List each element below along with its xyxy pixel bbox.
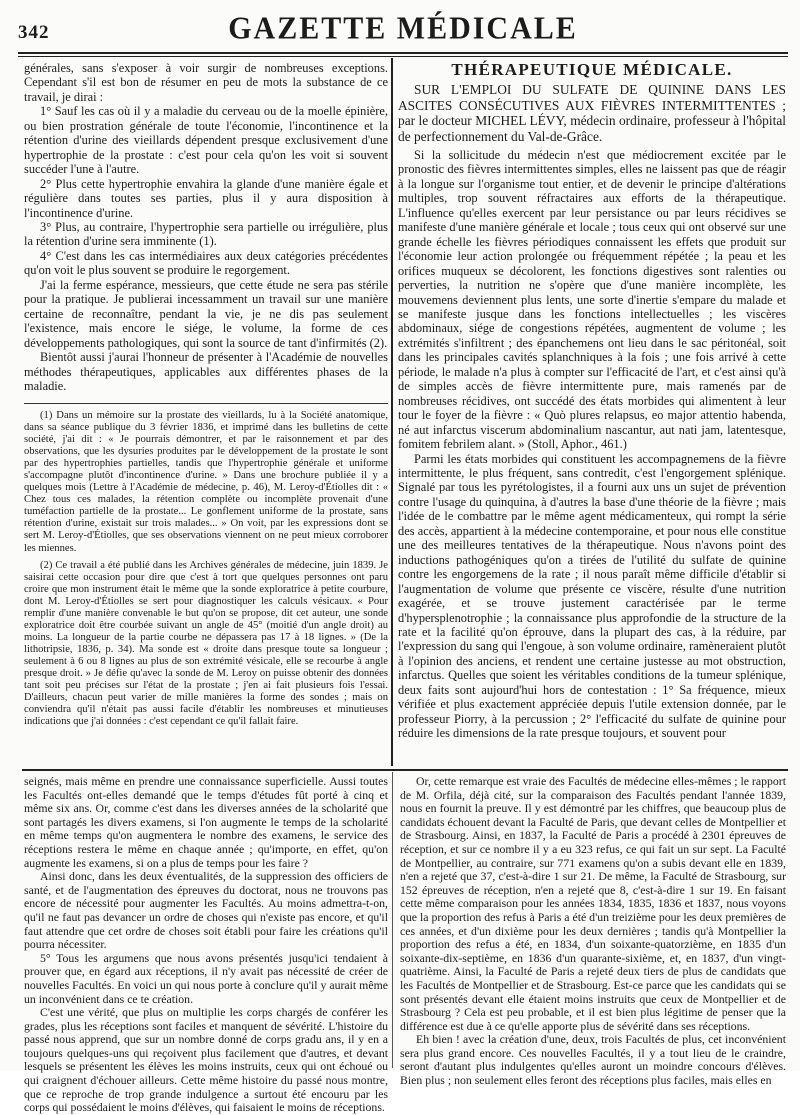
footnote-rule xyxy=(24,403,388,404)
footnote: (1) Dans un mémoire sur la prostate des vieillards, lu à la Société anatomique, dans sa séance publique du 3 février 1836, et imprimé dans les bulletins de cette société, j'ai dit : « Je pourrais démontrer, et par le raisonnement et par des observations, que les dysuries produites par le développement de la prostate le sont par des hypertrophies partielles, tandis que l'hypertrophie générale et uniforme s'accompagne plutôt d'incontinence d'urine. » Dans une brochure publiée il y a quelques mois (Lettre à l'Académie de médecine, p. 46), M. Leroy-d'Étiolles dit : « Chez tous ces malades, la rétention complète ou incomplète provenait d'une tuméfaction partielle de la prostate... Le gonflement uniforme de la prostate, sans rétention d'urine, existait sur trois malades... » On voit, par les expressions dont se sert M. Leroy-d'Étiolles, que ses observations viennent on ne peut mieux corroborer les miennes. xyxy=(24,410,388,554)
bottom-right-paragraph: Eh bien ! avec la création d'une, deux, trois Facultés de plus, cet inconvénient sera plus grand encore. Ces nouvelles Facultés, il y a tout lieu de le craindre, seront d'autant plus indulgentes qu'elles auront un moindre concours d'élèves. Bien plus ; non seulement elles feront des réceptions plus faciles, mais elles en xyxy=(400,1032,786,1088)
page-header xyxy=(18,8,788,48)
bottom-column-divider xyxy=(392,772,393,1068)
left-paragraph: 4° C'est dans les cas intermédiaires aux deux catégories précédentes qu'on voit le plus souvent se produire le regorgement. xyxy=(24,248,388,278)
left-paragraph: 1° Sauf les cas où il y a maladie du cerveau ou de la moelle épinière, ou bien prostration générale de toute l'économie, l'incontinence et la rétention d'urine des vieillards dépendent presque exclusivement d'une hypertrophie de la prostate : c'est pour cela qu'on les voit si souvent succéder l'une à l'autre. xyxy=(24,104,388,177)
footnotes xyxy=(24,410,388,762)
left-paragraph: Bientôt aussi j'aurai l'honneur de présenter à l'Académie de nouvelles méthodes thérapeutiques, applicables aux différentes phases de la maladie. xyxy=(24,350,388,393)
right-column xyxy=(398,60,786,764)
right-paragraph: Si la sollicitude du médecin n'est que médiocrement excitée par le pronostic des fièvres intermittentes simples, elles ne laissent pas que de réagir à la longue sur l'organisme tout entier, et de devenir le principe d'altérations multiples, trop souvent réfractaires aux efforts de la thérapeutique. L'influence qu'elles exercent par leur persistance ou par leurs récidives se manifeste d'une manière générale et locale ; tous ceux qui ont observé sur une grande échelle les fièvres périodiques connaissent les effets que produit sur l'économie leur action prolongée ou fréquemment répétée ; la peau et les orifices muqueux se décolorent, les fonctions digestives sont ralenties ou perverties, la nutrition ne s'opère que d'une manière incomplète, les mouvemens deviennent plus lents, une sorte d'inertie s'empare du malade et se manifeste jusque dans les fonctions intellectuelles ; les viscères abdominaux, siége de congestions répétées, augmentent de volume ; les extrémités s'infiltrent ; des épanchemens ont lieu dans le sac péritonéal, soit dans les principales cavités splanchniques à la fois ; une fois arrivé à cette période, le malade n'a plus à compter sur l'efficacité de l'art, et c'est ainsi qu'à de simples accès de fièvre intermittente pure, mais ramenés par de nombreuses récidives, ont succédé des états morbides qui alimentent à leur tour le foyer de la fièvre : « Quò plures relapsus, eo major attentio habenda, né aut infarctus viscerum abdominalium nascantur, aut nati jam, latentesque, fomitem febrilem alant. » (Stoll, Aphor., 461.) xyxy=(398,148,786,452)
bottom-left-paragraph: seignés, mais même en prendre une connaissance superficielle. Aussi toutes les Facultés ont-elles demandé que le temps d'études fût porté à cinq et même six ans. Or, comme c'est dans les diverses années de la scholarité que sont partagés les divers examens, si l'on augmente le temps de la scholarité en même temps qu'on augmentera le nombre des examens, le service des réceptions restera le même en chaque année ; qu'importe, en effet, qu'on augmente les examens, si on a plus de temps pour les faire ? xyxy=(24,774,388,870)
section-title: THÉRAPEUTIQUE MÉDICALE. xyxy=(451,60,733,79)
article-title: SUR L'EMPLOI DU SULFATE DE QUININE DANS LES ASCITES CONSÉCUTIVES AUX FIÈVRES INTERMITTENTES ; par le docteur MICHEL LÉVY, médecin ordinaire, professeur à l'hôpital de perfectionnement du Val-de-Grâce. xyxy=(398,82,786,144)
left-paragraph: 2° Plus cette hypertrophie envahira la glande d'une manière égale et régulière dans toutes ses parties, plus il y aura disposition à l'incontinence d'urine. xyxy=(24,176,388,220)
bottom-right-paragraph: Or, cette remarque est vraie des Facultés de médecine elles-mêmes ; le rapport de M. Orfila, déjà cité, sur la comparaison des Facultés pendant l'année 1839, nous en fournit la preuve. Il y est démontré par les chiffres, que beaucoup plus de candidats échouent devant la Faculté de Paris, que devant celles de Montpellier et de Strasbourg. Ainsi, en 1837, la Faculté de Paris a procédé à 2301 épreuves de réception, et sur ce nombre il y a eu 323 refus, ce qui fait un sur sept. La Faculté de Montpellier, au contraire, sur 771 examens qu'on a subis devant elle en 1839, n'en a rejeté que 37, c'est-à-dire 1 sur 21. De même, la Faculté de Strasbourg, sur 152 épreuves de réception, n'en a rejeté que 8, c'est-à-dire 1 sur 19. En faisant cette même comparaison pour les années 1834, 1835, 1836 et 1837, nous voyons que la proportion des refus à Paris a été d'un treizième pour les deux premières de ces années, et d'un dixième pour les deux dernières ; tandis qu'à Montpellier la proportion des refus a été, en 1834, d'un soixante-quatorzième, en 1835 d'un soixante-dix-septième, en 1836 d'un quarante-sixième, et, en 1837, d'un vingt-quatrième. Ainsi, la Faculté de Paris a rejeté deux tiers de plus de candidats que les Facultés de Montpellier et de Strasbourg. Est-ce parce que les candidats qui se sont présentés devant elle étaient moins instruits que ceux de Montpellier et de Strasbourg ? Cela est peu probable, et il est bien plus légitime de penser que la différence est due à ce qu'elle apporte plus de sévérité dans ses réceptions. xyxy=(400,774,786,1033)
left-paragraph: J'ai la ferme espérance, messieurs, que cette étude ne sera pas stérile pour la pratique. Je publierai incessamment un travail sur une manière certaine de reconnaître, pendant la vie, je ne dis pas seulement l'existence, mais encore le siége, le volume, la forme de ces développements pathologiques, qui sont la source de tant d'infirmités (2). xyxy=(24,277,388,350)
bottom-right-column xyxy=(400,774,786,1088)
header-rule xyxy=(18,52,788,57)
publication-title: GAZETTE MÉDICALE xyxy=(228,11,578,46)
right-paragraph: Parmi les états morbides qui constituent les accompagnemens de la fièvre intermittente, le plus fréquent, sans contredit, c'est l'engorgement splénique. Signalé par tous les pyrétologistes, il a fourni aux uns un sujet de prévention contre l'usage du quinquina, à d'autres la base d'une théorie de la fièvre ; mais l'idée de le combattre par le même agent médicamenteux, qui rompt la série des accès, appartient à la médecine contemporaine, et pour nous elle constitue une des meilleures tentatives de la thérapeutique. Nous n'avons point des inductions pathogéniques qu'on a tirées de l'utilité du sulfate de quinine contre les engorgemens de la rate ; il nous paraît même difficile d'établir si l'augmentation de volume que présente ce viscère, résulte d'une nutrition exagérée, et se trouve justement caractérisée par le terme d'hypersplenotrophie ; la connaissance plus approfondie de la structure de la rate et la facilité qu'on éprouve, dans la plupart des cas, à la réduire, par l'expression du sang qui l'engoue, à son volume ordinaire, ramèneraient plutôt à l'opinion des anciens, et rendent une certaine justesse au mot obstruction, infarctus. Quelles que soient les véritables conditions de la tumeur splénique, deux faits sont aujourd'hui hors de contestation : 1° Sa fréquence, mieux vérifiée et plus exactement appréciée depuis l'utile extension donnée, par le professeur Piorry, à la percussion ; 2° l'efficacité du sulfate de quinine pour réduire les dimensions de la rate presque toujours, et souvent pour xyxy=(398,451,786,741)
left-paragraph: générales, sans s'exposer à voir surgir de nombreuses exceptions. Cependant s'il est bon de résumer en peu de mots la substance de ce travail, je dirai : xyxy=(24,61,388,104)
bottom-left-paragraph: Ainsi donc, dans les deux éventualités, de la suppression des officiers de santé, et de l'augmentation des épreuves du doctorat, nous ne trouvons pas encore de nécessité pour augmenter les Facultés. Au moins admettra-t-on, qu'il ne faut pas devancer un ordre de choses qui n'existe pas encore, et qu'il faut attendre que cet ordre de choses soit établi pour faire les créations qu'il pourra nécessiter. xyxy=(24,869,388,952)
section-rule xyxy=(22,769,788,771)
page-number: 342 xyxy=(18,22,50,43)
column-divider xyxy=(391,58,393,766)
bottom-left-paragraph: 5° Tous les argumens que nous avons présentés jusqu'ici tendaient à prouver que, en égard aux réceptions, il n'y avait pas nécessité de créer de nouvelles Facultés. En voici un qui nous porte à conclure qu'il y aurait même un inconvénient dans ce te création. xyxy=(24,950,388,1006)
bottom-left-paragraph: C'est une vérité, que plus on multiplie les corps chargés de conférer les grades, plus les réceptions sont faciles et manquent de sévérité. L'histoire du passé nous apprend, que sur un nombre donné de corps gradu ans, il y en a toujours quelques-uns qui reçoivent plus facilement que d'autres, et devant lesquels se présentent les élèves les moins instruits, ceux qui ont échoué ou qui craignent d'échouer ailleurs. Cette même histoire du passé nous montre, que ce reproche de trop grande indulgence a surtout été encouru par les corps qui possédaient le moins d'élèves, qui faisaient le moins de réceptions. xyxy=(24,1005,388,1115)
bottom-left-column xyxy=(24,774,388,1115)
footnote: (2) Ce travail a été publié dans les Archives générales de médecine, juin 1839. Je saisirai cette occasion pour dire que c'est à tort que quelques personnes ont paru croire que mon instrument était le même que la sonde exploratrice à petite courbure, dont M. Leroy-d'Étiolles se sert pour diagnostiquer les calculs vésicaux. « Pour remplir d'une manière convenable le but qu'on se propose, dit cet auteur, une sonde exploratrice doit être courbée suivant un angle de 45° (moitié d'un angle droit) au moins. La longueur de la partie courbe ne dépassera pas 17 à 18 lignes. » (De la lithotripsie, 1836, p. 34). Ma sonde est « droite dans presque toute sa longueur ; seulement à 6 ou 8 lignes au plus de son extrémité vésicale, elle se recourbe à angle presque droit. » Je défie qu'avec la sonde de M. Leroy on puisse obtenir des données tant soit peu précises sur l'état de la prostate ; j'en ai fait plusieurs fois l'essai. D'ailleurs, chacun peut varier de mille manières la forme des sondes ; mais on conviendra qu'il n'était pas aussi facile d'établir les nombreuses et minutieuses indications que j'ai données : c'est cependant ce qu'il fallait faire. xyxy=(24,559,388,728)
left-paragraph: 3° Plus, au contraire, l'hypertrophie sera partielle ou irrégulière, plus la rétention d'urine sera imminente (1). xyxy=(24,219,388,249)
